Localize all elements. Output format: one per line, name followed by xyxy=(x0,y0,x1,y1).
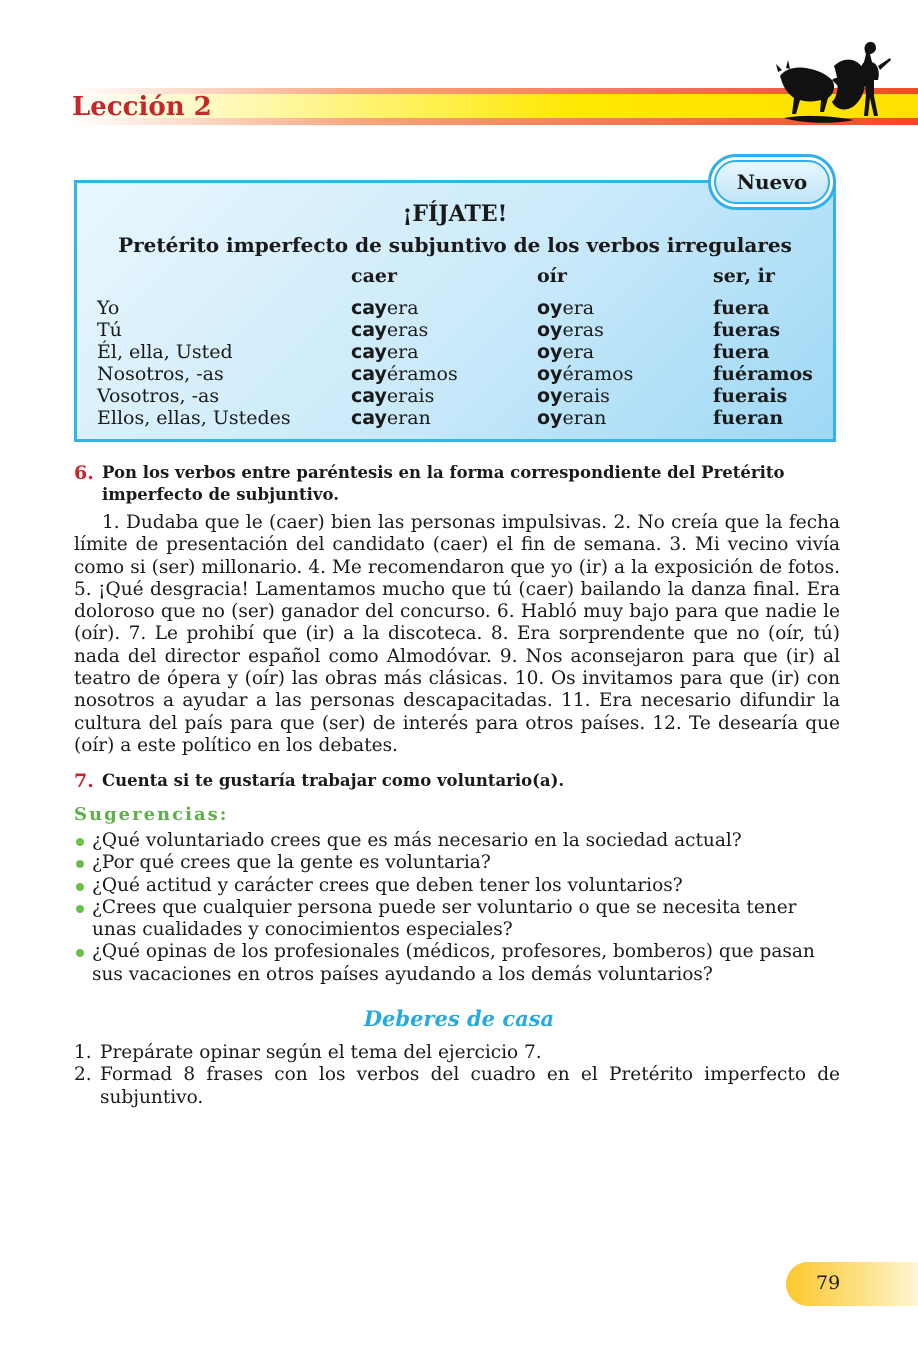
ser-ir-form: fueras xyxy=(713,319,781,341)
conjugation-row xyxy=(97,297,817,319)
ser-ir-form: fueran xyxy=(713,407,784,429)
caer-form: cayeras xyxy=(351,319,429,341)
suggestions-title: Sugerencias: xyxy=(74,804,229,825)
exercise-6-text: 1. Dudaba que le (caer) bien las personas impulsivas. 2. No creía que la fecha límite de presentación del candidato (caer) el fin de semana. 3. Mi vecino vivía como si (ser) millonario. 4. Me recomendaron que yo (ir) a la exposición de fotos. 5. ¡Qué desgracia! Lamentamos mucho que tú (caer) bailando la danza final. Era doloroso que no (ser) ganador del concurso. 6. Habló muy bajo para que nadie le (oír). 7. Le prohibí que (ir) a la discoteca. 8. Era sorprendente que no (oír, tú) nada del director español como Almodóvar. 9. Nos aconsejaron para que (ir) al teatro de ópera y (oír) las obras más clásicas. 10. Os invitamos para que (ir) con nosotros a ayudar a las personas descapacitadas. 11. Era necesario difundir la cultura del país para que (ser) de interés para otros países. 12. Te desearía que (oír) a este político en los debates. xyxy=(74,512,840,756)
pronoun: Ellos, ellas, Ustedes xyxy=(97,407,291,429)
exercise-number: 7. xyxy=(74,770,94,792)
homework-title: Deberes de casa xyxy=(363,1006,555,1031)
ser-ir-form: fuera xyxy=(713,297,770,319)
conjugation-row xyxy=(97,363,817,385)
caer-form: cayerais xyxy=(351,385,435,407)
list-item: ¿Qué opinas de los profesionales (médicos, profesores, bomberos) que pasan sus vacaciones en otros países ayudando a los demás voluntarios? xyxy=(74,941,840,986)
fijate-box xyxy=(74,180,836,442)
caer-form: cayera xyxy=(351,297,419,319)
list-item: ¿Por qué crees que la gente es voluntaria? xyxy=(74,852,840,874)
pronoun: Nosotros, -as xyxy=(97,363,224,385)
bullfighter-silhouette-icon xyxy=(774,36,894,130)
exercise-6-instruction xyxy=(74,462,840,506)
pronoun: Tú xyxy=(97,319,122,341)
conjugation-row xyxy=(97,341,817,363)
exercise-instruction-text: Cuenta si te gustaría trabajar como voluntario(a). xyxy=(102,771,565,790)
item-text: Prepárate opinar según el tema del ejercicio 7. xyxy=(100,1042,542,1063)
homework-list xyxy=(74,1042,840,1109)
list-item: ¿Qué actitud y carácter crees que deben tener los voluntarios? xyxy=(74,875,840,897)
column-header-caer: caer xyxy=(351,265,397,287)
page-number: 79 xyxy=(816,1272,841,1294)
list-item xyxy=(74,1064,840,1109)
caer-form: cayéramos xyxy=(351,363,458,385)
ser-ir-form: fuerais xyxy=(713,385,788,407)
conjugation-row xyxy=(97,319,817,341)
conjugation-table-title: Pretérito imperfecto de subjuntivo de los verbos irregulares xyxy=(118,233,792,257)
oir-form: oyera xyxy=(537,341,595,363)
oir-form: oyéramos xyxy=(537,363,634,385)
oir-form: oyeras xyxy=(537,319,604,341)
list-item xyxy=(74,1042,840,1064)
caer-form: cayeran xyxy=(351,407,431,429)
nuevo-badge-label: Nuevo xyxy=(714,160,830,204)
list-item: ¿Crees que cualquier persona puede ser voluntario o que se necesita tener unas cualidades y conocimientos especiales? xyxy=(74,897,840,942)
pronoun: Él, ella, Usted xyxy=(97,341,233,363)
fijate-title: ¡FÍJATE! xyxy=(402,201,508,227)
exercise-instruction-text: Pon los verbos entre paréntesis en la forma correspondiente del Pretérito imperfecto de subjuntivo. xyxy=(102,463,785,504)
item-number: 1. xyxy=(74,1042,92,1063)
oir-form: oyerais xyxy=(537,385,610,407)
pronoun: Yo xyxy=(97,297,120,319)
column-header-oir: oír xyxy=(537,265,567,287)
item-text: Formad 8 frases con los verbos del cuadro en el Pretérito imperfecto de subjuntivo. xyxy=(100,1064,840,1108)
ser-ir-form: fuéramos xyxy=(713,363,813,385)
caer-form: cayera xyxy=(351,341,419,363)
exercise-7-instruction xyxy=(74,770,840,792)
oir-form: oyera xyxy=(537,297,595,319)
page-number-tab xyxy=(786,1262,918,1306)
exercise-number: 6. xyxy=(74,462,94,484)
list-item: ¿Qué voluntariado crees que es más necesario en la sociedad actual? xyxy=(74,830,840,852)
pronoun: Vosotros, -as xyxy=(97,385,220,407)
oir-form: oyeran xyxy=(537,407,607,429)
lesson-title: Lección 2 xyxy=(72,92,212,122)
conjugation-row xyxy=(97,385,817,407)
conjugation-row xyxy=(97,407,817,429)
nuevo-badge xyxy=(708,154,836,210)
column-header-ser-ir: ser, ir xyxy=(713,265,775,287)
ser-ir-form: fuera xyxy=(713,341,770,363)
suggestions-list xyxy=(74,830,840,986)
item-number: 2. xyxy=(74,1064,92,1086)
